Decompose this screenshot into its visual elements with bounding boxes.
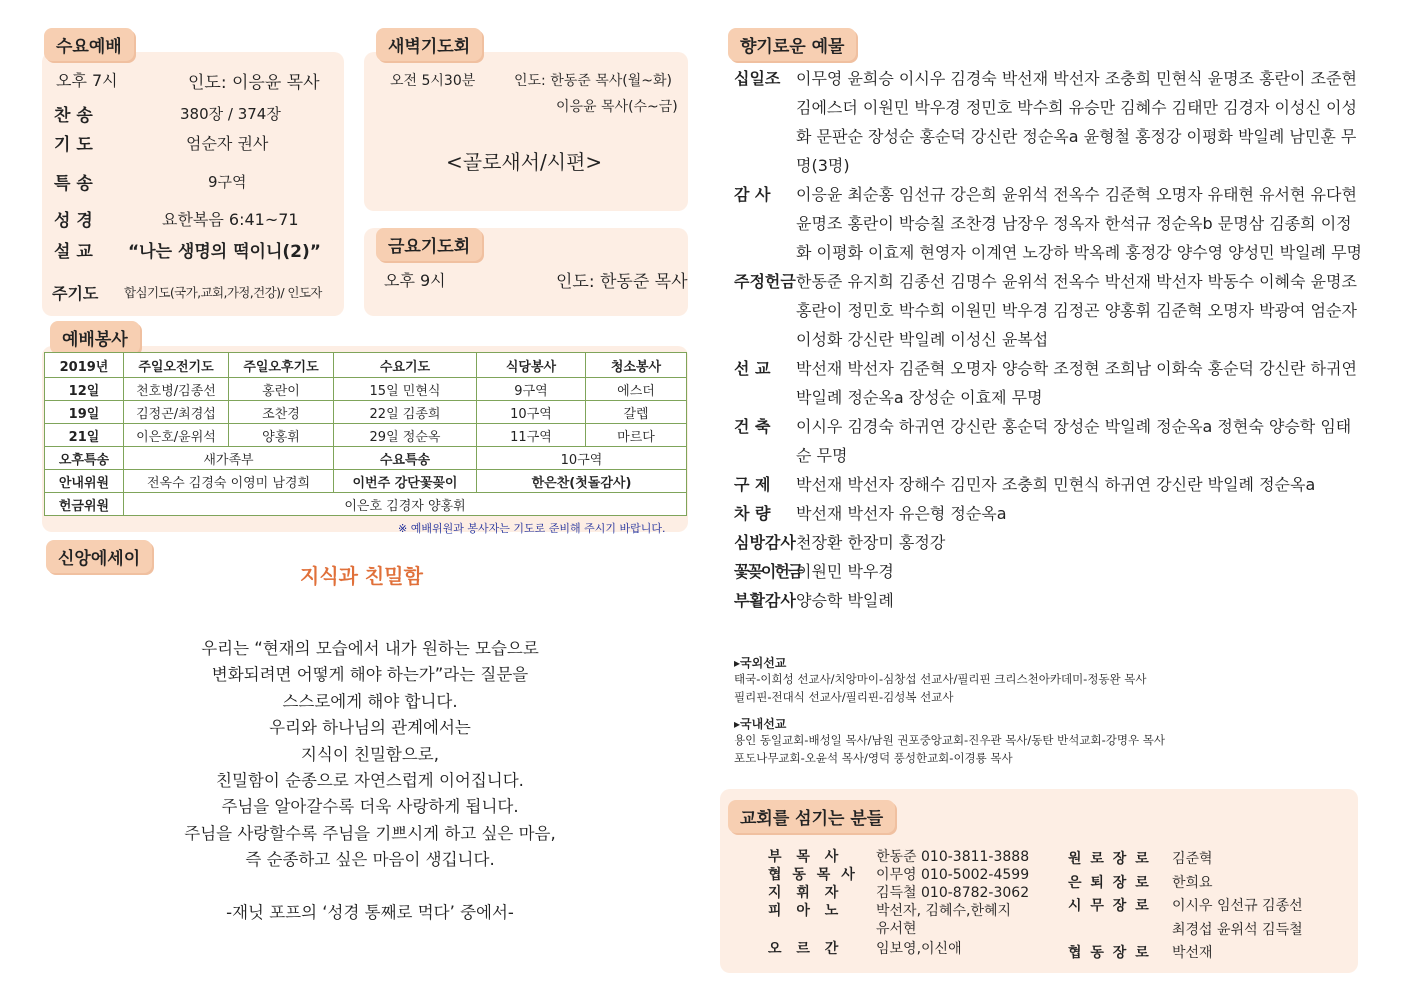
dawn-leader-1: 인도: 한동준 목사(월~화): [514, 73, 672, 89]
table-row: [45, 424, 687, 447]
table-row: [45, 401, 687, 424]
table-cell: 11구역: [477, 424, 586, 447]
wed-service-tag: 수요예배: [44, 28, 134, 61]
table-cell: 12일: [45, 378, 124, 401]
offering-label: 꽃꽂이헌금: [734, 562, 802, 581]
staff-role: 협 동 목 사: [768, 867, 855, 883]
table-row: [45, 378, 687, 401]
staff-entry: [768, 848, 1029, 866]
service-note: ※ 예배위원과 봉사자는 기도로 준비해 주시기 바랍니다.: [398, 522, 666, 535]
offering-row: [734, 499, 1374, 528]
table-cell: 양홍휘: [229, 424, 334, 447]
offering-names: 박선재 박선자 장해수 김민자 조충희 민현식 하귀연 강신란 박일례 정순옥a: [796, 475, 1316, 494]
overseas-mission-line: 태국-이희성 선교사/치앙마이-심창섭 선교사/필리핀 크리스천아카데미-정동완 목사: [734, 672, 1147, 686]
staff-value: 박선재: [1172, 945, 1213, 961]
offering-label: 십일조: [734, 69, 781, 88]
wed-main-label: 주기도: [52, 284, 99, 303]
table-cell: 29일 정순옥: [334, 424, 477, 447]
staff-value: 유서현: [876, 921, 917, 937]
table-cell: 조찬경: [229, 401, 334, 424]
table-cell: 천호병/김종선: [124, 378, 229, 401]
staff-right: [1068, 848, 1303, 966]
offering-label: 부활감사: [734, 591, 796, 610]
domestic-mission-line: 용인 동일교회-배성일 목사/남원 권포중앙교회-진우관 목사/동탄 반석교회-강명우 목사: [734, 733, 1165, 747]
staff-value: 김준혁: [1172, 851, 1213, 867]
essay-line: 우리는 “현재의 모습에서 내가 원하는 모습으로: [201, 639, 539, 658]
dawn-tag: 새벽기도회: [376, 28, 482, 61]
offering-row: [734, 267, 1374, 354]
staff-role: 지 휘 자: [768, 885, 839, 901]
offering-names: 천장환 한장미 홍정강: [796, 533, 946, 552]
table-header: 주일오전기도: [124, 353, 229, 378]
essay-line: 변화되려면 어떻게 해야 하는가”라는 질문을: [211, 665, 529, 685]
table-cell: 홍란이: [229, 378, 334, 401]
wed-leader: 인도: 이응윤 목사: [188, 73, 320, 93]
offering-label: 차 량: [734, 504, 771, 523]
service-tag: 예배봉사: [50, 321, 140, 354]
wed-prayer: 엄순자 권사: [186, 134, 269, 153]
staff-value: 김득철 010-8782-3062: [876, 885, 1030, 901]
essay-line: 친밀함이 순종으로 자연스럽게 이어집니다.: [216, 771, 524, 791]
staff-entry: [1068, 919, 1303, 943]
essay-line: 스스로에게 해야 합니다.: [282, 691, 458, 711]
wed-time: 오후 7시: [56, 71, 118, 90]
offering-label: 주정헌금: [734, 272, 796, 291]
offering-names: 이응윤 최순홍 임선규 강은희 윤위석 전옥수 김준혁 오명자 유태현 유서현 유다현 윤명조 홍란이 박승칠 조찬경 남장우 정옥자 한석규 정순옥b 문명삼 김종희 이정화 이평화 이효제 현영자 이계연 노강하 박옥례 홍정강 양수영 양성민 박일례 무명: [796, 185, 1362, 262]
essay-body: [120, 636, 620, 926]
table-cell: 전옥수 김경숙 이영미 남경희: [124, 470, 334, 493]
table-cell: 15일 민현식: [334, 378, 477, 401]
offering-label: 감 사: [734, 185, 771, 204]
staff-entry: [768, 884, 1029, 902]
staff-role: 은 퇴 장 로: [1068, 874, 1149, 891]
table-cell: 이은호 김경자 양홍휘: [124, 493, 687, 516]
overseas-mission-line: 필리핀-전대식 선교사/필리핀-김성복 선교사: [734, 690, 954, 704]
staff-role: 원 로 장 로: [1068, 851, 1149, 867]
offering-names: 양승학 박일례: [796, 591, 894, 610]
table-cell: 이은호/윤위석: [124, 424, 229, 447]
staff-role: 부 목 사: [768, 849, 839, 865]
wed-hymn: 380장 / 374장: [180, 105, 281, 123]
offering-names: 이원민 박우경: [796, 562, 894, 581]
offering-label: 선 교: [734, 359, 771, 378]
staff-entry: [768, 940, 1029, 958]
overseas-mission-title: ▸국외선교: [734, 656, 787, 670]
table-cell: 10구역: [477, 401, 586, 424]
table-row: [45, 493, 687, 516]
staff-entry: [1068, 895, 1303, 919]
staff-value: 임보영,이신애: [876, 941, 962, 957]
table-row: [45, 470, 687, 493]
staff-value: 이시우 임선규 김종선: [1172, 898, 1303, 914]
table-header-row: [45, 353, 687, 378]
offering-row: [734, 557, 1374, 586]
offering-row: [734, 354, 1374, 412]
offerings-list: [734, 64, 1374, 615]
offering-row: [734, 180, 1374, 267]
dawn-time: 오전 5시30분: [390, 73, 476, 89]
table-header: 식당봉사: [477, 353, 586, 378]
friday-tag: 금요기도회: [376, 228, 482, 261]
table-header: 주일오후기도: [229, 353, 334, 378]
staff-entry: [1068, 942, 1303, 966]
wed-hymn-label: 찬 송: [54, 106, 93, 126]
dawn-leader-2: 이응윤 목사(수~금): [556, 99, 678, 115]
offering-names: 이무영 윤희승 이시우 김경숙 박선재 박선자 조충희 민현식 윤명조 홍란이 조준현 김에스더 이원민 박우경 정민호 박수희 유승만 김혜수 김태만 김경자 이성신 이성화 문판순 장성순 홍순덕 강신란 정순옥a 윤형철 홍정강 이평화 박일례 남민훈 무명(3명): [796, 69, 1357, 175]
table-cell: 마르다: [586, 424, 687, 447]
table-row: [45, 447, 687, 470]
staff-entry: [1068, 872, 1303, 896]
staff-entry: [1068, 848, 1303, 872]
table-header: 수요기도: [334, 353, 477, 378]
table-cell: 9구역: [477, 378, 586, 401]
essay-line: 주님을 알아갈수록 더욱 사랑하게 됩니다.: [221, 797, 519, 817]
offerings-tag: 향기로운 예물: [728, 28, 856, 61]
essay-tag: 신앙에세이: [46, 540, 152, 573]
domestic-mission-line: 포도나무교회-오윤석 목사/영덕 풍성한교회-이경룡 목사: [734, 751, 1013, 765]
staff-entry: [768, 920, 1029, 938]
staff-role: 피 아 노: [768, 903, 839, 919]
wed-scripture: 요한복음 6:41~71: [162, 210, 299, 229]
staff-entry: [768, 902, 1029, 920]
friday-leader: 인도: 한동준 목사: [556, 272, 688, 292]
table-cell: 김정곤/최경섭: [124, 401, 229, 424]
offering-row: [734, 470, 1374, 499]
offering-names: 이시우 김경숙 하귀연 강신란 홍순덕 장성순 박일례 정순옥a 정현숙 양승학 임태순 무명: [796, 417, 1352, 465]
table-header: 청소봉사: [586, 353, 687, 378]
essay-line: 주님을 사랑할수록 주님을 기쁘시게 하고 싶은 마음,: [184, 823, 556, 843]
essay-title: 지식과 친밀함: [300, 564, 423, 588]
table-cell: 한은찬(첫돌감사): [477, 470, 687, 493]
staff-entry: [768, 866, 1029, 884]
service-table: [44, 352, 687, 516]
wed-prayer-label: 기 도: [54, 135, 93, 155]
table-cell: 21일: [45, 424, 124, 447]
table-cell: 헌금위원: [45, 493, 124, 516]
domestic-mission-title: ▸국내선교: [734, 717, 787, 731]
staff-value: 한희요: [1172, 874, 1213, 891]
wed-scripture-label: 성 경: [54, 211, 93, 231]
table-cell: 갈렙: [586, 401, 687, 424]
table-cell: 안내위원: [45, 470, 124, 493]
staff-role: 오 르 간: [768, 941, 839, 957]
wed-special: 9구역: [208, 173, 247, 191]
essay-line: 우리와 하나님의 관계에서는: [269, 718, 471, 738]
staff-value: 한동준 010-3811-3888: [876, 849, 1030, 865]
offering-names: 박선재 박선자 유은형 정순옥a: [796, 504, 1007, 523]
table-cell: 오후특송: [45, 447, 124, 470]
table-cell: 수요특송: [334, 447, 477, 470]
table-cell: 이번주 강단꽃꽂이: [334, 470, 477, 493]
offering-row: [734, 412, 1374, 470]
wed-main: 합심기도(국가,교회,가정,건강)/ 인도자: [124, 285, 322, 300]
table-cell: 22일 김종희: [334, 401, 477, 424]
staff-left: [768, 848, 1029, 958]
offering-row: [734, 64, 1374, 180]
dawn-book: <골로새서/시편>: [446, 150, 603, 174]
offering-names: 박선재 박선자 김준혁 오명자 양승학 조정현 조희남 이화숙 홍순덕 강신란 하귀연 박일례 정순옥a 장성순 이효제 무명: [796, 359, 1357, 407]
offering-row: [734, 586, 1374, 615]
staff-role: 협 동 장 로: [1068, 945, 1149, 961]
friday-time: 오후 9시: [384, 271, 446, 290]
wed-sermon: “나는 생명의 떡이니(2)”: [128, 242, 321, 262]
essay-line: 즉 순종하고 싶은 마음이 생깁니다.: [245, 850, 495, 870]
table-cell: 10구역: [477, 447, 687, 470]
offering-names: 한동준 유지희 김종선 김명수 윤위석 전옥수 박선재 박선자 박동수 이혜숙 윤명조 홍란이 정민호 박수희 이원민 박우경 김정곤 양홍휘 김준혁 오명자 박광여 엄순자 이성화 강신란 박일례 이성신 윤복섭: [796, 272, 1357, 349]
table-cell: 새가족부: [124, 447, 334, 470]
staff-value: 최경섭 윤위석 김득철: [1172, 921, 1303, 938]
offering-label: 건 축: [734, 417, 771, 436]
staff-value: 박선자, 김혜수,한혜지: [876, 903, 1012, 919]
table-cell: 에스더: [586, 378, 687, 401]
offering-label: 구 제: [734, 475, 771, 494]
staff-role: 시 무 장 로: [1068, 898, 1149, 914]
staff-value: 이무영 010-5002-4599: [876, 867, 1030, 883]
wed-special-label: 특 송: [54, 174, 93, 194]
table-cell: 19일: [45, 401, 124, 424]
table-header: 2019년: [45, 353, 124, 378]
offering-label: 심방감사: [734, 533, 796, 552]
essay-source: -재닛 포프의 ‘성경 통째로 먹다’ 중에서-: [226, 902, 514, 922]
staff-tag: 교회를 섬기는 분들: [728, 800, 895, 833]
essay-line: 지식이 친밀함으로,: [300, 744, 439, 764]
wed-sermon-label: 설 교: [54, 242, 93, 262]
offering-row: [734, 528, 1374, 557]
